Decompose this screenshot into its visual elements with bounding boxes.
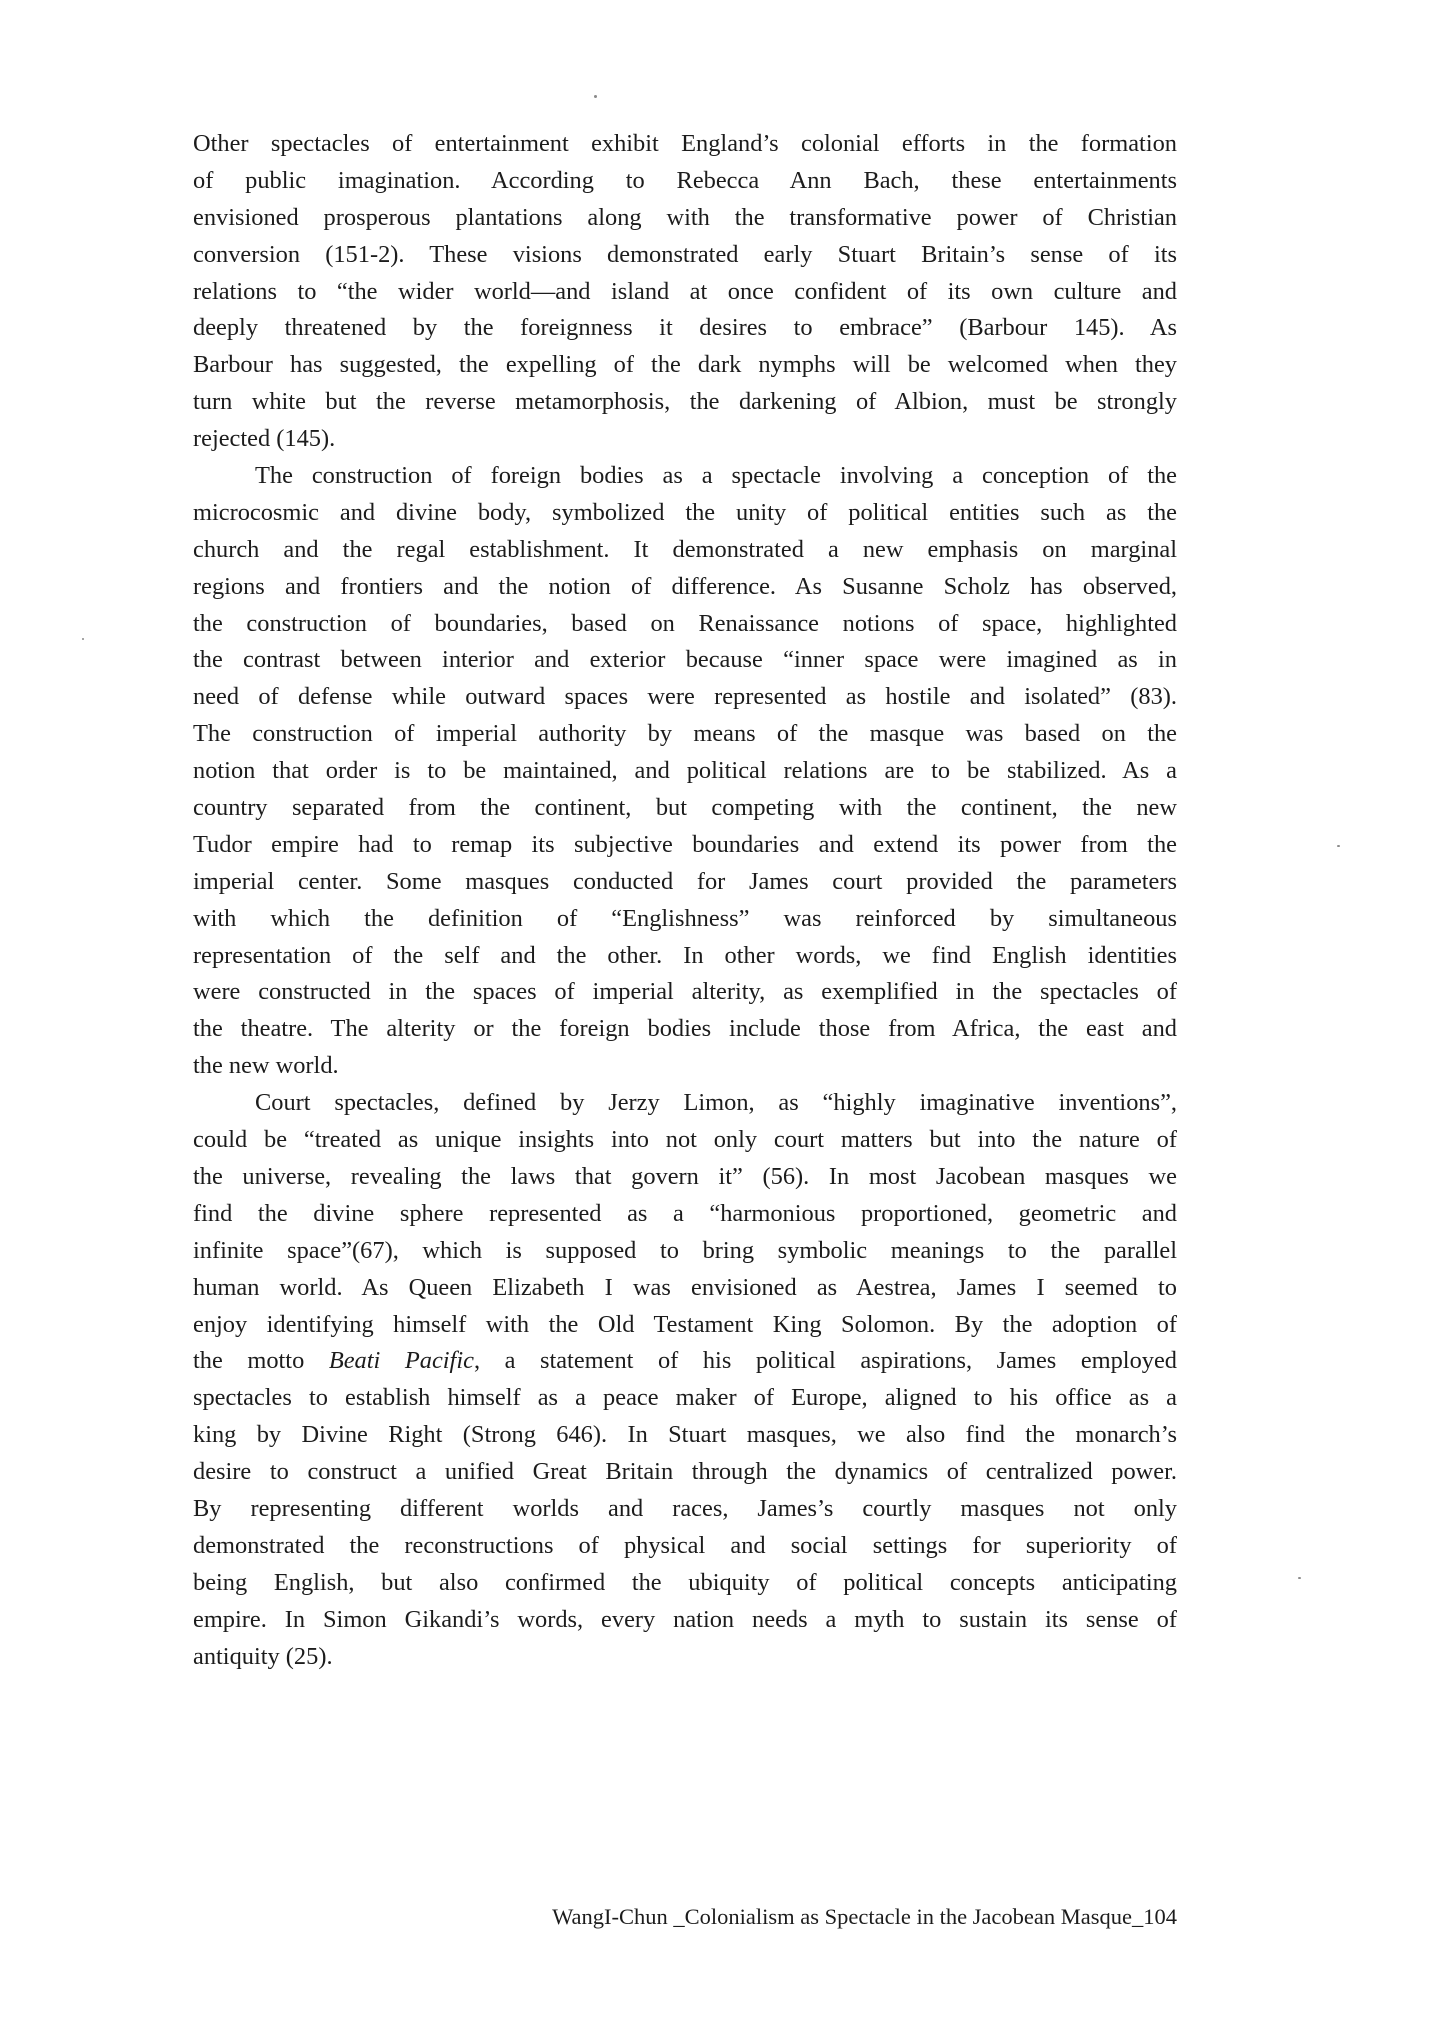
italic-phrase: Beati Pacific bbox=[328, 1347, 474, 1375]
text-line: regions and frontiers and the notion of difference. As Susanne Scholz has observed, bbox=[193, 572, 1177, 600]
text-line: envisioned prosperous plantations along with the transformative power of Christian bbox=[193, 203, 1177, 231]
text-line: The construction of foreign bodies as a spectacle involving a conception of the bbox=[255, 462, 1177, 490]
text-line: rejected (145). bbox=[193, 425, 336, 453]
text-line: turn white but the reverse metamorphosis, the darkening of Albion, must be strongly bbox=[193, 388, 1177, 416]
text-line: Other spectacles of entertainment exhibit England’s colonial efforts in the formation bbox=[193, 130, 1177, 157]
text-line: being English, but also confirmed the ubiquity of political concepts anticipating bbox=[193, 1568, 1177, 1596]
text-line: By representing different worlds and races, James’s courtly masques not only bbox=[193, 1494, 1177, 1522]
running-footer: WangI-Chun _Colonialism as Spectacle in the Jacobean Masque_104 bbox=[552, 1904, 1177, 1929]
text-line: the contrast between interior and exterior because “inner space were imagined as in bbox=[193, 646, 1177, 674]
text-line: relations to “the wider world—and island at once confident of its own culture and bbox=[193, 277, 1177, 305]
text-line: of public imagination. According to Rebecca Ann Bach, these entertainments bbox=[193, 166, 1177, 194]
text-line: enjoy identifying himself with the Old Testament King Solomon. By the adoption of bbox=[193, 1310, 1177, 1338]
text-line: desire to construct a unified Great Britain through the dynamics of centralized power. bbox=[193, 1458, 1177, 1486]
text-line: find the divine sphere represented as a “harmonious proportioned, geometric and bbox=[193, 1199, 1177, 1227]
text-line: demonstrated the reconstructions of physical and social settings for superiority of bbox=[193, 1531, 1177, 1559]
text-line: king by Divine Right (Strong 646). In Stuart masques, we also find the monarch’s bbox=[193, 1421, 1177, 1449]
text-line: Tudor empire had to remap its subjective boundaries and extend its power from the bbox=[193, 830, 1177, 858]
text-line: Barbour has suggested, the expelling of the dark nymphs will be welcomed when they bbox=[193, 351, 1177, 379]
body-text bbox=[193, 126, 1177, 1675]
text-line: the theatre. The alterity or the foreign bodies include those from Africa, the east and bbox=[193, 1015, 1177, 1043]
text-line: empire. In Simon Gikandi’s words, every nation needs a myth to sustain its sense of bbox=[193, 1605, 1177, 1633]
text-line: imperial center. Some masques conducted for James court provided the parameters bbox=[193, 867, 1177, 895]
text-line: microcosmic and divine body, symbolized the unity of political entities such as the bbox=[193, 498, 1177, 526]
paragraph bbox=[193, 458, 1177, 1085]
text-line: deeply threatened by the foreignness it desires to embrace” (Barbour 145). As bbox=[193, 314, 1177, 342]
scan-speck bbox=[594, 95, 597, 98]
text-line: infinite space”(67), which is supposed to bring symbolic meanings to the parallel bbox=[193, 1236, 1177, 1264]
text-line: The construction of imperial authority by means of the masque was based on the bbox=[193, 720, 1177, 748]
text-line: the new world. bbox=[193, 1052, 339, 1080]
text-line: country separated from the continent, but competing with the continent, the new bbox=[193, 794, 1177, 822]
text-line: the universe, revealing the laws that govern it” (56). In most Jacobean masques we bbox=[193, 1162, 1177, 1190]
text-line: conversion (151-2). These visions demonstrated early Stuart Britain’s sense of its bbox=[193, 240, 1177, 268]
text-line: spectacles to establish himself as a peace maker of Europe, aligned to his office as a bbox=[193, 1384, 1177, 1412]
text-line: were constructed in the spaces of imperial alterity, as exemplified in the spectacles of bbox=[193, 978, 1177, 1006]
text-line: the construction of boundaries, based on Renaissance notions of space, highlighted bbox=[193, 609, 1177, 637]
text-line: representation of the self and the other. In other words, we find English identities bbox=[193, 941, 1177, 969]
text-line: could be “treated as unique insights into not only court matters but into the nature of bbox=[193, 1126, 1177, 1154]
scan-speck bbox=[1337, 845, 1340, 847]
text-line: Court spectacles, defined by Jerzy Limon, as “highly imaginative inventions”, bbox=[255, 1089, 1177, 1117]
paragraph bbox=[193, 1085, 1177, 1675]
text-line: with which the definition of “Englishness” was reinforced by simultaneous bbox=[193, 904, 1177, 932]
text-line: the motto Beati Pacific, a statement of his political aspirations, James employed bbox=[193, 1347, 1177, 1375]
text-line: need of defense while outward spaces were represented as hostile and isolated” (83). bbox=[193, 683, 1177, 711]
paragraph bbox=[193, 126, 1177, 458]
text-line: notion that order is to be maintained, and political relations are to be stabilized. As a bbox=[193, 757, 1177, 785]
text-line: human world. As Queen Elizabeth I was envisioned as Aestrea, James I seemed to bbox=[193, 1273, 1177, 1301]
scan-speck bbox=[1298, 1577, 1301, 1579]
text-line: antiquity (25). bbox=[193, 1642, 333, 1670]
text-line: church and the regal establishment. It demonstrated a new emphasis on marginal bbox=[193, 535, 1177, 563]
scan-speck bbox=[82, 638, 84, 640]
